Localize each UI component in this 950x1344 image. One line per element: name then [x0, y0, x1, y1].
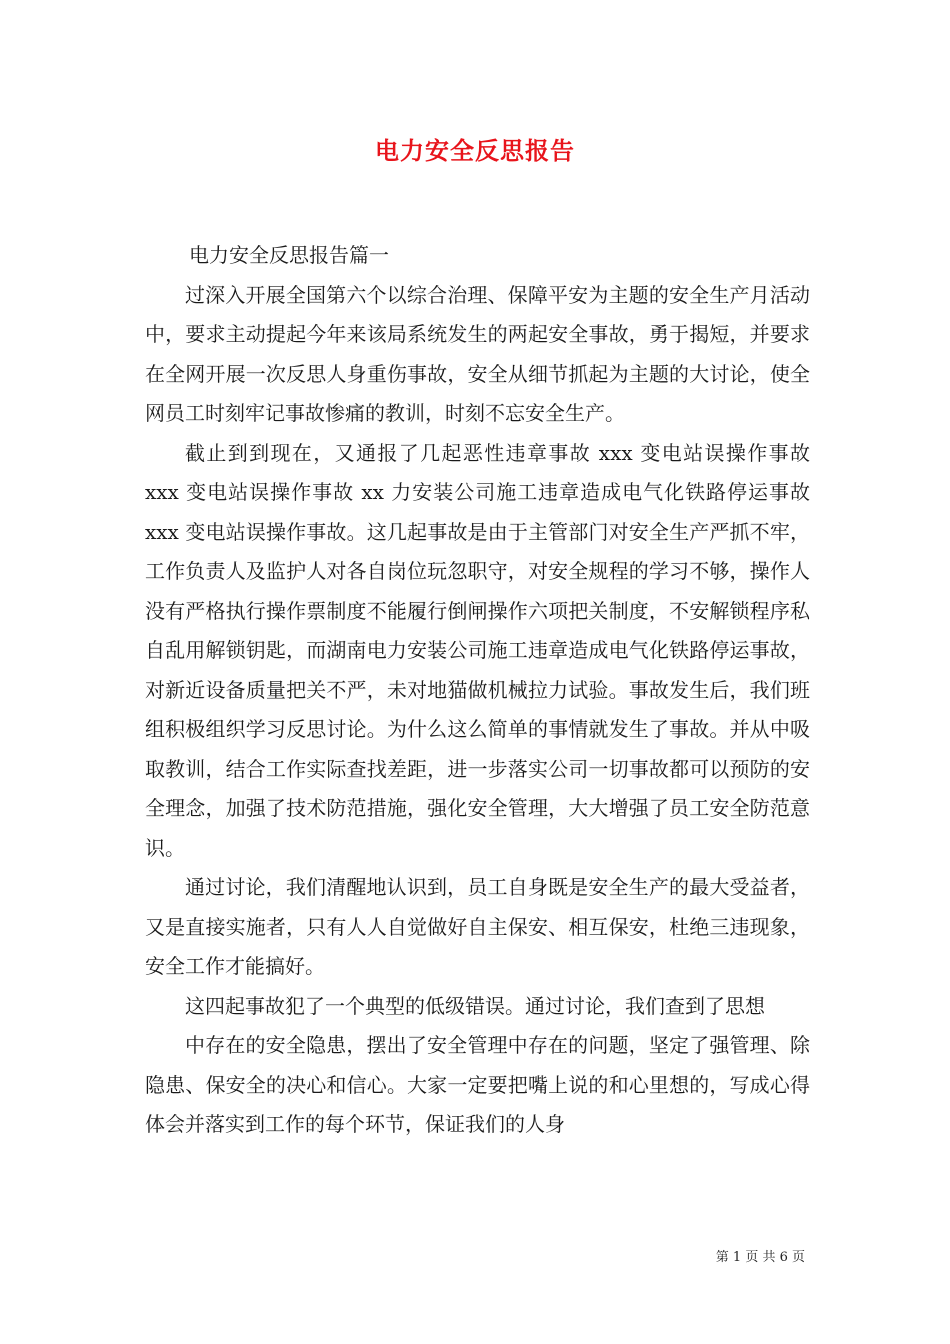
document-body [145, 236, 810, 1145]
paragraph-5: 中存在的安全隐患，摆出了安全管理中存在的问题，坚定了强管理、除隐患、保安全的决心和信心。大家一定要把嘴上说的和心里想的，写成心得体会并落实到工作的每个环节，保证我们的人身 [145, 1033, 810, 1136]
page-number: 第 1 页 共 6 页 [715, 1250, 805, 1265]
paragraph-2: 截止到到现在，又通报了几起恶性违章事故 xxx 变电站误操作事故 xxx 变电站误操作事故 xx 力安装公司施工违章造成电气化铁路停运事故 xxx 变电站误操作事故。这几起事故是由于主管部门对安全生产严抓不牢，工作负责人及监护人对各自岗位玩忽职守，对安全规程的学习不够，操作人没有严格执行操作票制度不能履行倒闸操作六项把关制度，不安解锁程序私自乱用解锁钥匙，而湖南电力安装公司施工违章造成电气化铁路停运事故，对新近设备质量把关不严，未对地猫做机械拉力试验。事故发生后，我们班组积极组织学习反思讨论。为什么这么简单的事情就发生了事故。并从中吸取教训，结合工作实际查找差距，进一步落实公司一切事故都可以预防的安全理念，加强了技术防范措施，强化安全管理，大大增强了员工安全防范意识。 [145, 440, 810, 860]
paragraph-3: 通过讨论，我们清醒地认识到，员工自身既是安全生产的最大受益者，又是直接实施者，只有人人自觉做好自主保安、相互保安，杜绝三违现象，安全工作才能搞好。 [145, 875, 810, 978]
paragraph-1: 过深入开展全国第六个以综合治理、保障平安为主题的安全生产月活动中，要求主动提起今年来该局系统发生的两起安全事故，勇于揭短，并要求在全网开展一次反思人身重伤事故，安全从细节抓起为主题的大讨论，使全网员工时刻牢记事故惨痛的教训，时刻不忘安全生产。 [145, 282, 810, 425]
document-title: 电力安全反思报告 [375, 136, 575, 165]
paragraph-4: 这四起事故犯了一个典型的低级错误。通过讨论，我们查到了思想 [185, 993, 765, 1018]
section-heading: 电力安全反思报告篇一 [189, 243, 389, 267]
